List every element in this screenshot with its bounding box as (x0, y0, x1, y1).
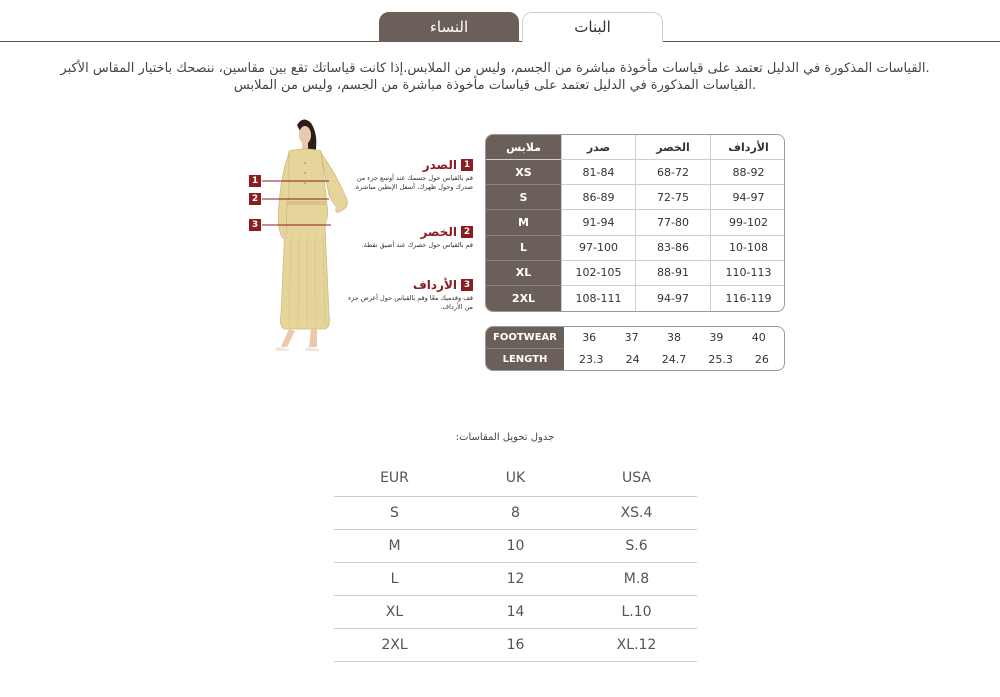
hips-cell: 94-97 (711, 185, 785, 210)
label-waist-desc: قم بالقياس حول خصرك عند أضيق نقطة. (361, 241, 473, 249)
conversion-eur: XL (385, 604, 404, 620)
label-hips-title: الأرداف (412, 278, 457, 292)
header-hips: الأرداف (711, 135, 785, 160)
conversion-header-row (334, 460, 697, 497)
hips-cell: 99-102 (711, 210, 785, 235)
size-cell: 2XL (486, 286, 562, 311)
conversion-eur: M (388, 538, 401, 554)
waist-cell: 94-97 (636, 286, 711, 311)
conversion-uk: 8 (511, 505, 520, 521)
footwear-label: FOOTWEAR (486, 327, 564, 349)
conversion-eur: 2XL (381, 637, 408, 653)
header-waist: الخصر (636, 135, 711, 160)
hips-cell: 116-119 (725, 291, 772, 305)
tab-women[interactable]: النساء (379, 12, 519, 42)
table-row (334, 497, 697, 530)
label-chest (343, 158, 473, 192)
conversion-eur: L (390, 571, 399, 587)
footwear-length: 23.3 (579, 352, 604, 366)
waist-cell: 88-91 (636, 261, 711, 286)
waist-cell: 83-86 (636, 236, 711, 261)
table-row (334, 596, 697, 629)
waist-cell: 72-75 (636, 185, 711, 210)
measurement-disclaimer (60, 60, 930, 94)
label-hips-num: 3 (461, 279, 473, 291)
conversion-header-eur: EUR (380, 470, 409, 486)
label-hips (343, 278, 473, 312)
size-cell: XS (486, 160, 562, 185)
conversion-header-uk: UK (505, 470, 526, 486)
size-cell: S (486, 185, 562, 210)
conversion-uk: 14 (506, 604, 525, 620)
label-hips-desc: قف وقدميك معًا وقم بالقياس حول أعرض جزء من الأرداف. (348, 294, 473, 311)
header-size: ملابس (486, 135, 562, 160)
conversion-header-usa: USA (622, 470, 651, 486)
label-chest-title: الصدر (422, 158, 457, 172)
tab-girls[interactable]: البنات (522, 12, 663, 42)
chest-cell: 97-100 (562, 236, 636, 261)
footwear-length: 24.7 (661, 352, 687, 366)
chest-cell: 108-111 (562, 286, 636, 311)
table-row (334, 530, 697, 563)
conversion-usa: M.8 (623, 571, 650, 587)
footwear-length: 25.3 (708, 352, 733, 366)
hips-cell: 10-108 (711, 236, 785, 261)
label-chest-num: 1 (461, 159, 473, 171)
footwear-sizes (564, 327, 784, 349)
chest-cell: 91-94 (562, 210, 636, 235)
conversion-usa: S.6 (625, 538, 648, 554)
disclaimer-line-2: .القياسات المذكورة في الدليل تعتمد على قياسات مأخوذة مباشرة من الجسم، وليس من الملابس (233, 78, 757, 93)
size-cell: XL (486, 261, 562, 286)
conversion-eur: S (390, 505, 399, 521)
conversion-uk: 10 (506, 538, 525, 554)
footwear-table (485, 326, 785, 371)
chest-cell: 102-105 (562, 261, 636, 286)
footwear-size: 37 (624, 331, 639, 345)
conversion-usa: L.10 (621, 604, 652, 620)
chest-cell: 81-84 (562, 160, 636, 185)
marker-waist: 2 (249, 193, 261, 205)
footwear-size: 36 (582, 331, 597, 345)
footwear-lengths (564, 349, 784, 371)
size-guide-tabs (0, 12, 1000, 42)
label-waist-num: 2 (461, 226, 473, 238)
label-chest-desc: قم بالقياس حول جسمك عند أوسع جزء من صدرك وحول ظهرك، أسفل الإبطين مباشرة. (353, 174, 473, 191)
label-waist (343, 225, 473, 250)
footwear-size: 39 (709, 331, 724, 345)
table-row (334, 563, 697, 596)
footwear-size: 38 (666, 331, 681, 345)
footwear-length: 24 (625, 352, 640, 366)
conversion-title: جدول تحويل المقاسات: (455, 432, 555, 443)
footwear-length: 26 (754, 352, 769, 366)
conversion-table (334, 460, 697, 662)
chest-cell: 86-89 (562, 185, 636, 210)
waist-cell: 77-80 (636, 210, 711, 235)
hips-cell: 110-113 (711, 261, 785, 286)
size-chart-table (485, 134, 785, 312)
disclaimer-line-1: .القياسات المذكورة في الدليل تعتمد على قياسات مأخوذة مباشرة من الجسم، وليس من الملابس.إذا كانت قياساتك تقع بين مقاسين، ننصحك باختيار المقاس الأكبر (60, 61, 930, 76)
label-waist-title: الخصر (420, 225, 457, 239)
conversion-uk: 16 (506, 637, 525, 653)
header-chest: صدر (562, 135, 636, 160)
footwear-size: 40 (751, 331, 766, 345)
size-cell: M (486, 210, 562, 235)
table-row (334, 629, 697, 662)
conversion-usa: XS.4 (620, 505, 653, 521)
marker-hips: 3 (249, 219, 261, 231)
length-label: LENGTH (486, 349, 564, 371)
size-cell: L (486, 236, 562, 261)
measurement-figure (245, 115, 475, 365)
conversion-uk: 12 (506, 571, 525, 587)
conversion-usa: XL.12 (616, 637, 657, 653)
hips-cell: 88-92 (711, 160, 785, 185)
marker-chest: 1 (249, 175, 261, 187)
waist-cell: 68-72 (636, 160, 711, 185)
